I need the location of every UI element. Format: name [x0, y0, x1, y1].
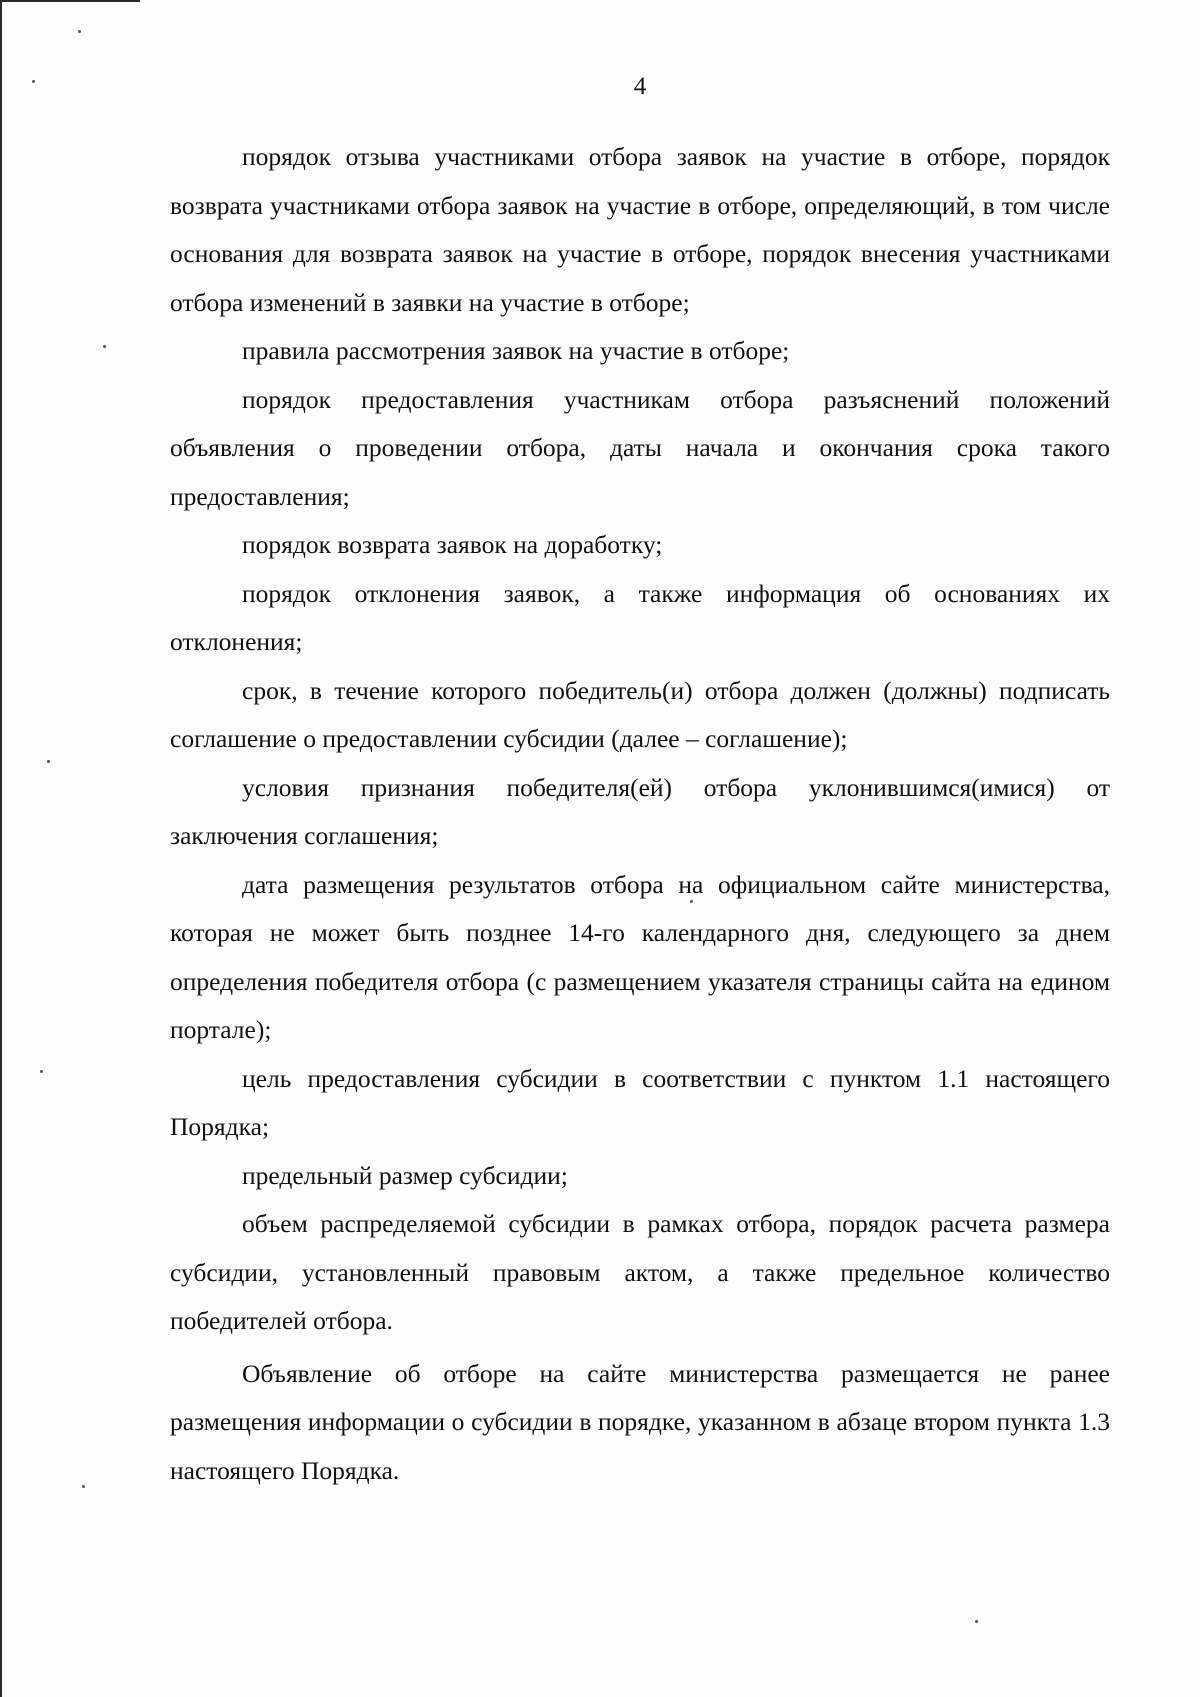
paragraph: правила рассмотрения заявок на участие в отборе;	[242, 336, 790, 365]
paragraph: дата размещения результатов отбора на официальном сайте министерства, которая не может быть позднее 14-го календарного дня, следующего за днем определения победителя отбора (с размещением указателя страницы сайта на едином портале);	[170, 869, 1110, 1044]
paragraph: цель предоставления субсидии в соответствии с пунктом 1.1 настоящего Порядка;	[170, 1063, 1110, 1141]
scan-top-line	[0, 0, 140, 2]
scan-edge-line	[0, 0, 2, 1697]
scan-speck	[82, 1485, 85, 1488]
paragraph: Объявление об отборе на сайте министерства размещается не ранее размещения информации о субсидии в порядке, указанном в абзаце втором пункта 1.3 настоящего Порядка.	[170, 1358, 1110, 1485]
paragraph: порядок отклонения заявок, а также информация об основаниях их отклонения;	[170, 578, 1110, 656]
scan-speck	[975, 1620, 978, 1623]
paragraph: предельный размер субсидии;	[242, 1160, 568, 1190]
scan-speck	[47, 760, 50, 763]
paragraph: условия признания победителя(ей) отбора уклонившимся(имися) от заключения соглашения;	[170, 772, 1110, 850]
page-number: 4	[633, 73, 647, 100]
scan-speck	[40, 1070, 43, 1073]
paragraph: порядок возврата заявок на доработку;	[242, 530, 663, 559]
paragraph: порядок отзыва участниками отбора заявок на участие в отборе, порядок возврата участниками отбора заявок на участие в отборе, определяющий, в том числе основания для возврата заявок на участие в отборе, порядок внесения участниками отбора изменений в заявки на участие в отборе;	[170, 142, 1110, 317]
document-body	[170, 133, 1110, 1495]
scan-speck	[103, 345, 106, 348]
paragraph: порядок предоставления участникам отбора разъяснений положений объявления о проведении отбора, даты начала и окончания срока такого предоставления;	[170, 384, 1110, 511]
paragraph: объем распределяемой субсидии в рамках отбора, порядок расчета размера субсидии, установленный правовым актом, а также предельное количество победителей отбора.	[170, 1209, 1110, 1335]
scan-speck	[78, 30, 81, 33]
paragraph: срок, в течение которого победитель(и) отбора должен (должны) подписать соглашение о предоставлении субсидии (далее – соглашение);	[170, 675, 1110, 753]
